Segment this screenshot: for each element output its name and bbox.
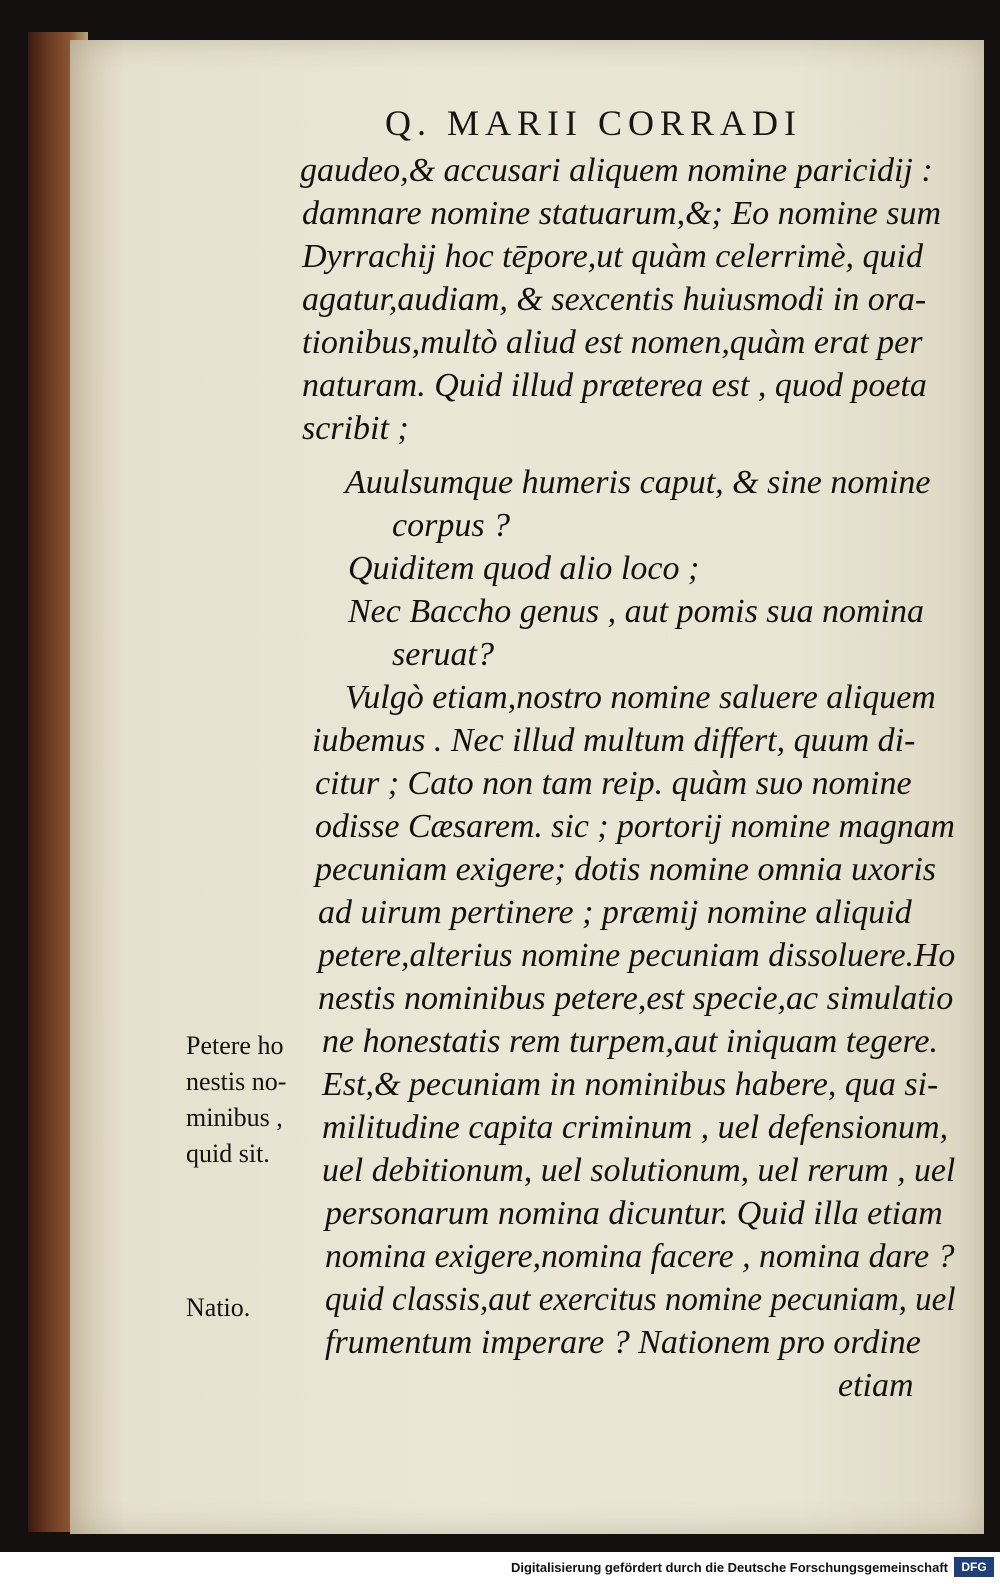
text-line: ne honestatis rem turpem,aut iniquam tegere. <box>322 1023 939 1060</box>
margin-note: quid sit. <box>186 1139 270 1168</box>
text-line: seruat? <box>392 636 494 673</box>
text-line: Vulgò etiam,nostro nomine saluere aliquem <box>345 679 936 716</box>
text-line: tionibus,multò aliud est nomen,quàm erat per <box>302 324 923 361</box>
margin-note: minibus , <box>186 1103 283 1132</box>
text-line: agatur,audiam, & sexcentis huiusmodi in ora- <box>302 281 927 318</box>
text-line: citur ; Cato non tam reip. quàm suo nomine <box>315 765 912 802</box>
text-line: scribit ; <box>302 410 409 447</box>
text-line: Nec Baccho genus , aut pomis sua nomina <box>348 593 925 630</box>
text-line: frumentum imperare ? Nationem pro ordine <box>325 1324 921 1361</box>
text-line: pecuniam exigere; dotis nomine omnia uxoris <box>315 851 936 888</box>
text-line: militudine capita criminum , uel defensionum, <box>322 1109 949 1146</box>
text-line: ad uirum pertinere ; præmij nomine aliquid <box>318 894 912 931</box>
text-line: nestis nominibus petere,est specie,ac simulatio <box>318 980 954 1017</box>
dfg-logo: DFG <box>954 1557 994 1577</box>
funding-notice: Digitalisierung gefördert durch die Deutsche Forschungsgemeinschaft <box>510 1560 948 1575</box>
footer-bar <box>0 1552 1000 1584</box>
text-line: naturam. Quid illud præterea est , quod poeta <box>302 367 927 404</box>
text-line: Est,& pecuniam in nominibus habere, qua si- <box>322 1066 939 1103</box>
text-line: corpus ? <box>392 507 511 544</box>
text-line: personarum nomina dicuntur. Quid illa etiam <box>325 1195 943 1232</box>
text-line: damnare nomine statuarum,&; Eo nomine sum <box>302 195 942 232</box>
text-line: Dyrrachij hoc tēpore,ut quàm celerrimè, quid <box>302 238 923 275</box>
text-line: etiam <box>838 1367 914 1404</box>
text-line: Auulsumque humeris caput, & sine nomine <box>345 464 931 501</box>
text-line: odisse Cæsarem. sic ; portorij nomine magnam <box>315 808 955 845</box>
text-line: nomina exigere,nomina facere , nomina dare ? <box>325 1238 955 1275</box>
margin-note: Natio. <box>186 1293 251 1322</box>
running-header: Q. MARII CORRADI <box>385 103 803 143</box>
text-line: gaudeo,& accusari aliquem nomine paricidij : <box>300 152 933 189</box>
text-line: iubemus . Nec illud multum differt, quum di- <box>312 722 916 759</box>
margin-note: Petere ho <box>186 1031 284 1060</box>
text-line: uel debitionum, uel solutionum, uel rerum , uel <box>322 1152 956 1189</box>
margin-note: nestis no- <box>186 1067 287 1096</box>
text-line: quid classis,aut exercitus nomine pecuniam, uel <box>325 1281 956 1318</box>
text-line: petere,alterius nomine pecuniam dissoluere.Ho <box>318 937 956 974</box>
text-line: Quiditem quod alio loco ; <box>348 550 700 587</box>
